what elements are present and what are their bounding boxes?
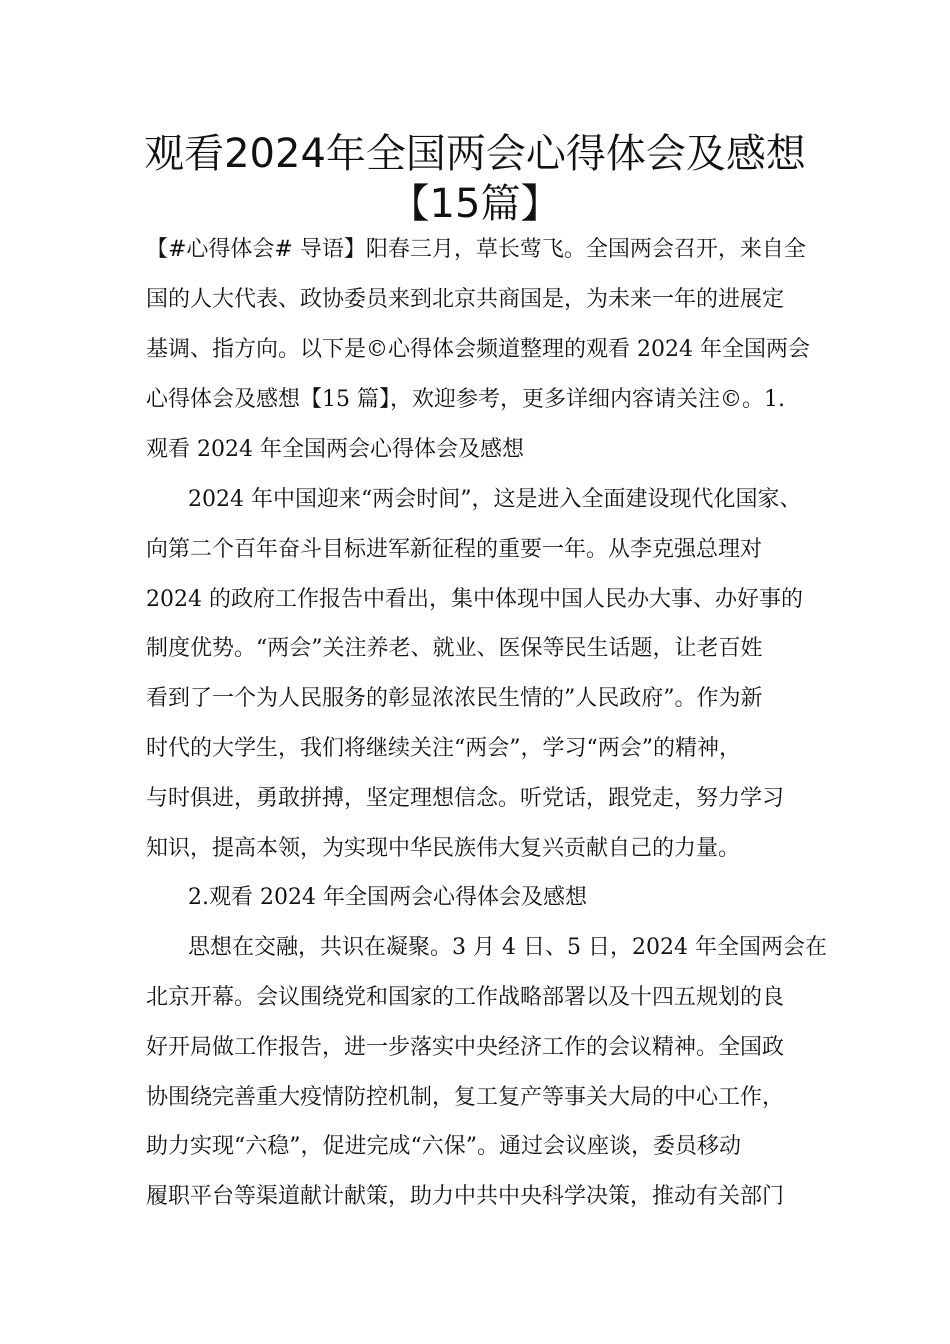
- text-line: 与时俱进，勇敢拼搏，坚定理想信念。听党话，跟党走，努力学习: [146, 786, 785, 811]
- text-line: 心得体会及感想【15 篇】，欢迎参考，更多详细内容请关注©。1.: [146, 387, 785, 412]
- paragraph-1-start: 2024 年中国迎来“两会时间”，这是进入全面建设现代化国家、: [188, 487, 802, 512]
- text-line: 知识，提高本领，为实现中华民族伟大复兴贡献自己的力量。: [146, 836, 741, 861]
- section-heading-2: 2.观看 2024 年全国两会心得体会及感想: [188, 885, 587, 910]
- text-line: 看到了一个为人民服务的彰显浓浓民生情的”人民政府”。作为新: [146, 686, 763, 711]
- text-line: 国的人大代表、政协委员来到北京共商国是，为未来一年的进展定: [146, 287, 785, 312]
- text-line: 【#心得体会# 导语】阳春三月，草长莺飞。全国两会召开，来自全: [146, 237, 806, 262]
- text-line: 助力实现“六稳”，促进完成“六保”。通过会议座谈，委员移动: [146, 1134, 741, 1159]
- text-line: 2024 的政府工作报告中看出，集中体现中国人民办大事、办好事的: [146, 587, 803, 612]
- text-line: 时代的大学生，我们将继续关注“两会”，学习“两会”的精神，: [146, 736, 741, 761]
- text-line: 履职平台等渠道献计献策，助力中共中央科学决策，推动有关部门: [146, 1184, 785, 1209]
- text-line: 向第二个百年奋斗目标进军新征程的重要一年。从李克强总理对: [146, 537, 763, 562]
- text-line: 北京开幕。会议围绕党和国家的工作战略部署以及十四五规划的良: [146, 985, 785, 1010]
- text-line: 好开局做工作报告，进一步落实中央经济工作的会议精神。全国政: [146, 1035, 785, 1060]
- document-title-line-1: 观看2024年全国两会心得体会及感想: [144, 131, 806, 177]
- text-line: 协围绕完善重大疫情防控机制，复工复产等事关大局的中心工作，: [146, 1085, 785, 1110]
- text-line: 制度优势。“两会”关注养老、就业、医保等民生话题，让老百姓: [146, 636, 763, 661]
- text-line: 基调、指方向。以下是©心得体会频道整理的观看 2024 年全国两会: [146, 337, 810, 362]
- text-line: 观看 2024 年全国两会心得体会及感想: [146, 437, 524, 462]
- document-title-line-2: 【15篇】: [389, 181, 561, 227]
- paragraph-2-start: 思想在交融，共识在凝聚。3 月 4 日、5 日，2024 年全国两会在: [188, 935, 827, 960]
